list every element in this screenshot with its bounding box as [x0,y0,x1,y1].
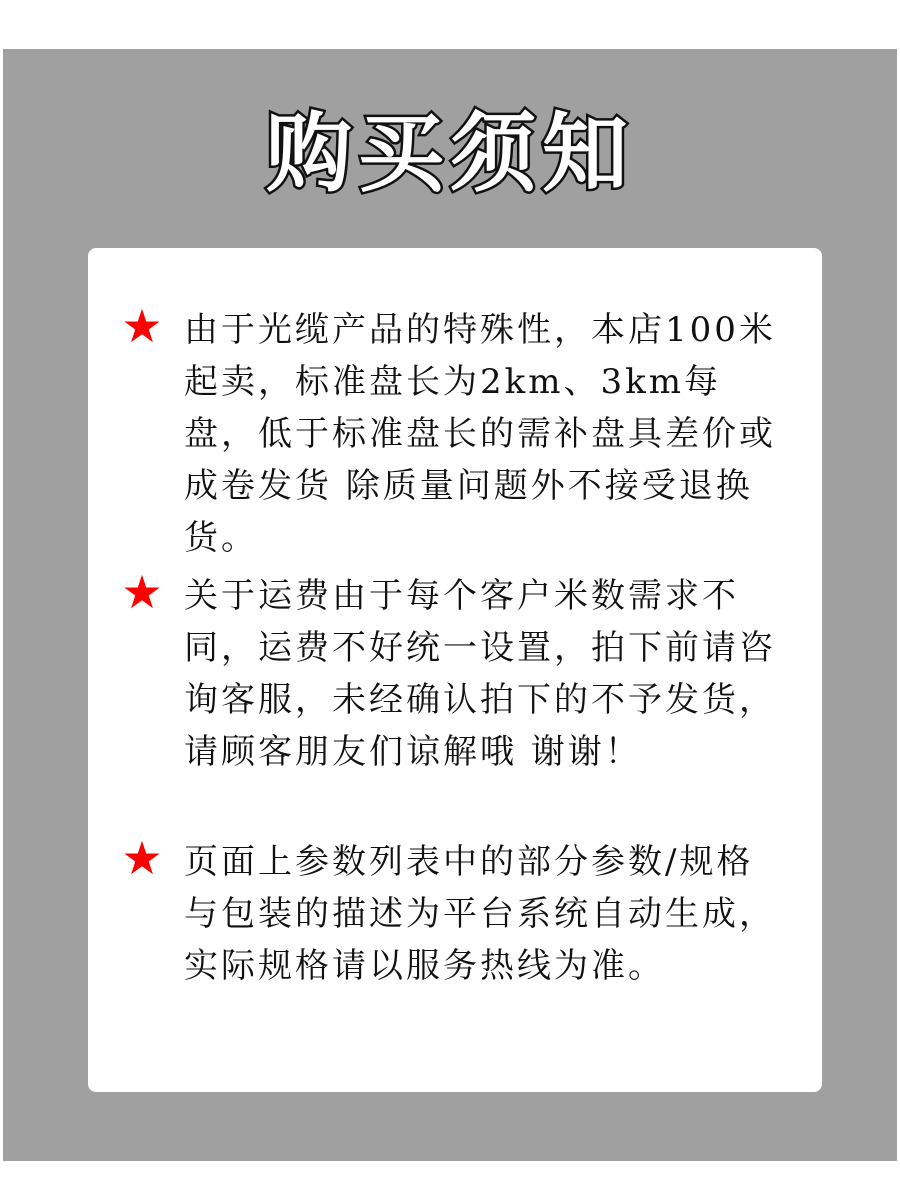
notice-item-3 [118,831,798,1056]
notice-card [88,248,822,1092]
star-icon: ★ [121,299,163,353]
notice-text-1: 由于光缆产品的特殊性，本店100米起卖，标准盘长为2km、3km每盘，低于标准盘长的需补盘具差价或成卷发货 除质量问题外不接受退换货。 [184,310,776,558]
star-icon: ★ [121,565,163,619]
notice-text-3: 页面上参数列表中的部分参数/规格与包装的描述为平台系统自动生成，实际规格请以服务热线为准。 [184,842,776,986]
notice-item-1 [118,299,798,574]
notice-item-2 [118,565,798,840]
star-icon: ★ [121,831,163,885]
page-title: 购买须知 [266,104,634,204]
notice-text-2: 关于运费由于每个客户米数需求不同，运费不好统一设置，拍下前请咨询客服，未经确认拍下的不予发货，请顾客朋友们谅解哦 谢谢！ [184,576,776,772]
